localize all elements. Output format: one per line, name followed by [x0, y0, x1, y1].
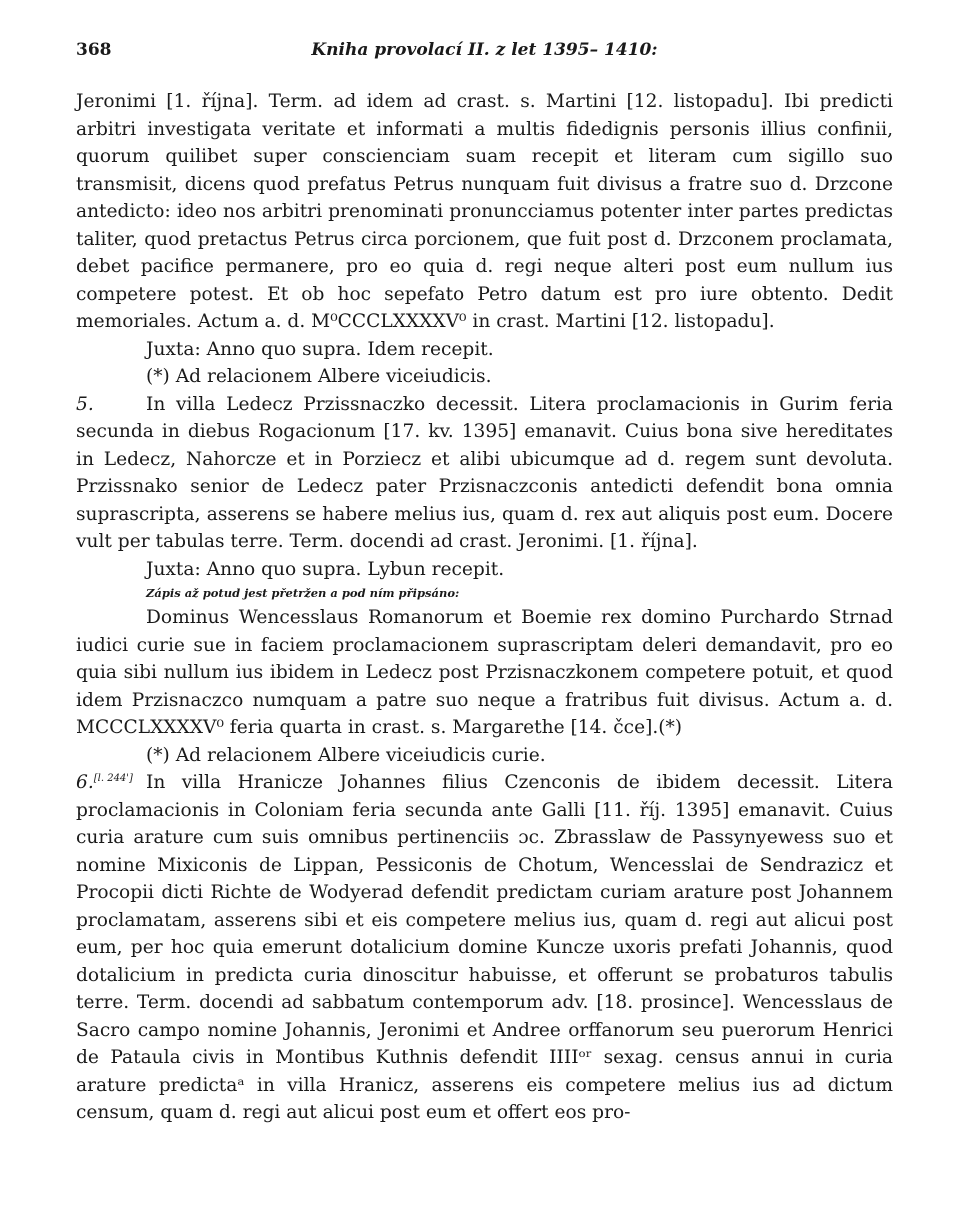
running-title: Kniha provolací II. z let 1395– 1410: — [311, 40, 658, 60]
entry-number: 6.[l. 244'] — [76, 772, 133, 793]
page-number: 368 — [76, 40, 112, 60]
entry-5 — [76, 391, 893, 556]
footnote-relacio — [76, 363, 893, 391]
paragraph-text: (*) Ad relacionem Albere viceiudicis. — [146, 366, 492, 387]
paragraph-text: Juxta: Anno quo supra. Lybun recepit. — [146, 558, 505, 580]
folio-marker: [l. 244'] — [93, 772, 133, 784]
royal-order-paragraph — [76, 604, 893, 742]
paragraph-text: In villa Ledecz Przissnaczko decessit. Litera proclamacionis in Gurim feria secunda in diebus Rogacionum [17. kv. 1395] emanavit. Cuius bona sive hereditates in Ledecz, Nahorcze et in Porziecz et alibi ubicumque ad d. regem sunt devoluta. Przissnako senior de Ledecz pater Przisnaczconis antedicti defendit bona omnia suprascripta, asserens se habere melius ius, quam d. rex aut aliquis post eum. Docere vult per tabulas terre. Term. docendi ad crast. Jeronimi. [1. října]. — [76, 393, 893, 552]
paragraph-continuation — [76, 88, 893, 336]
running-header — [76, 40, 893, 68]
paragraph-text: Juxta: Anno quo supra. Idem recepit. — [146, 338, 494, 360]
entry-6 — [76, 769, 893, 1127]
paragraph-text: (*) Ad relacionem Albere viceiudicis curie. — [146, 744, 546, 766]
entry-number: 5. — [76, 393, 94, 415]
editorial-note — [76, 583, 893, 604]
paragraph-text: Zápis až potud jest přetržen a pod ním připsáno: — [146, 586, 460, 600]
juxta-note — [76, 556, 893, 584]
body-text — [76, 88, 893, 1127]
paragraph-text: In villa Hranicze Johannes filius Czenconis de ibidem decessit. Litera proclamacionis in Coloniam feria secunda ante Galli [11. říj. 1395] emanavit. Cuius curia arature cum suis omnibus pertinenciis ɔc. Zbrasslaw de Passynyewess suo et nomine Mixiconis de Lippan, Pessiconis de Chotum, Wencesslai de Sendrazicz et Procopii dicti Richte de Wodyerad defendit predictam curiam arature post Johannem proclamatam, asserens sibi et eis competere melius ius, quam d. regi aut alicui post eum, per hoc quia emerunt dotalicium domine Kuncze uxoris prefati Johannis, quod dotalicium in predicta curia dinoscitur habuisse, et offerunt se probaturos tabulis terre. Term. docendi ad sabbatum contemporum adv. [18. prosince]. Wencesslaus de Sacro campo nomine Johannis, Jeronimi et Andree orffanorum seu puerorum Henrici de Pataula civis in Montibus Kuthnis defendit IIIIᵒʳ sexag. census annui in curia arature predictaᵃ in villa Hranicz, asserens eis competere melius ius ad dictum censum, quam d. regi aut alicui post eum et offert eos pro- — [76, 772, 893, 1123]
juxta-note — [76, 336, 893, 364]
footnote-relacio — [76, 742, 893, 770]
paragraph-text: Dominus Wencesslaus Romanorum et Boemie rex domino Purchardo Strnad iudici curie sue in faciem proclamacionem suprascriptam deleri demandavit, pro eo quia sibi nullum ius ibidem in Ledecz post Przisnaczkonem competere potuit, et quod idem Przisnaczco numquam a patre suo neque a fratribus fuit divisus. Actum a. d. MCCCLXXXXV⁰ feria quarta in crast. s. Margarethe [14. čce].(*) — [76, 607, 893, 738]
paragraph-text: Jeronimi [1. října]. Term. ad idem ad crast. s. Martini [12. listopadu]. Ibi predicti arbitri investigata veritate et informati a multis fidedignis personis illius confinii, quorum quilibet super conscienciam suam recepit et literam cum sigillo suo transmisit, dicens quod prefatus Petrus nunquam fuit divisus a fratre suo d. Drzcone antedicto: ideo nos arbitri prenominati pronuncciamus potenter inter partes predictas taliter, quod pretactus Petrus circa porcionem, que fuit post d. Drzconem proclamata, debet pacifice permanere, pro eo quia d. regi neque alteri post eum nullum ius competere potest. Et ob hoc sepefato Petro datum est pro iure obtento. Dedit memoriales. Actum a. d. M⁰CCCLXXXXV⁰ in crast. Martini [12. listopadu]. — [76, 91, 893, 332]
